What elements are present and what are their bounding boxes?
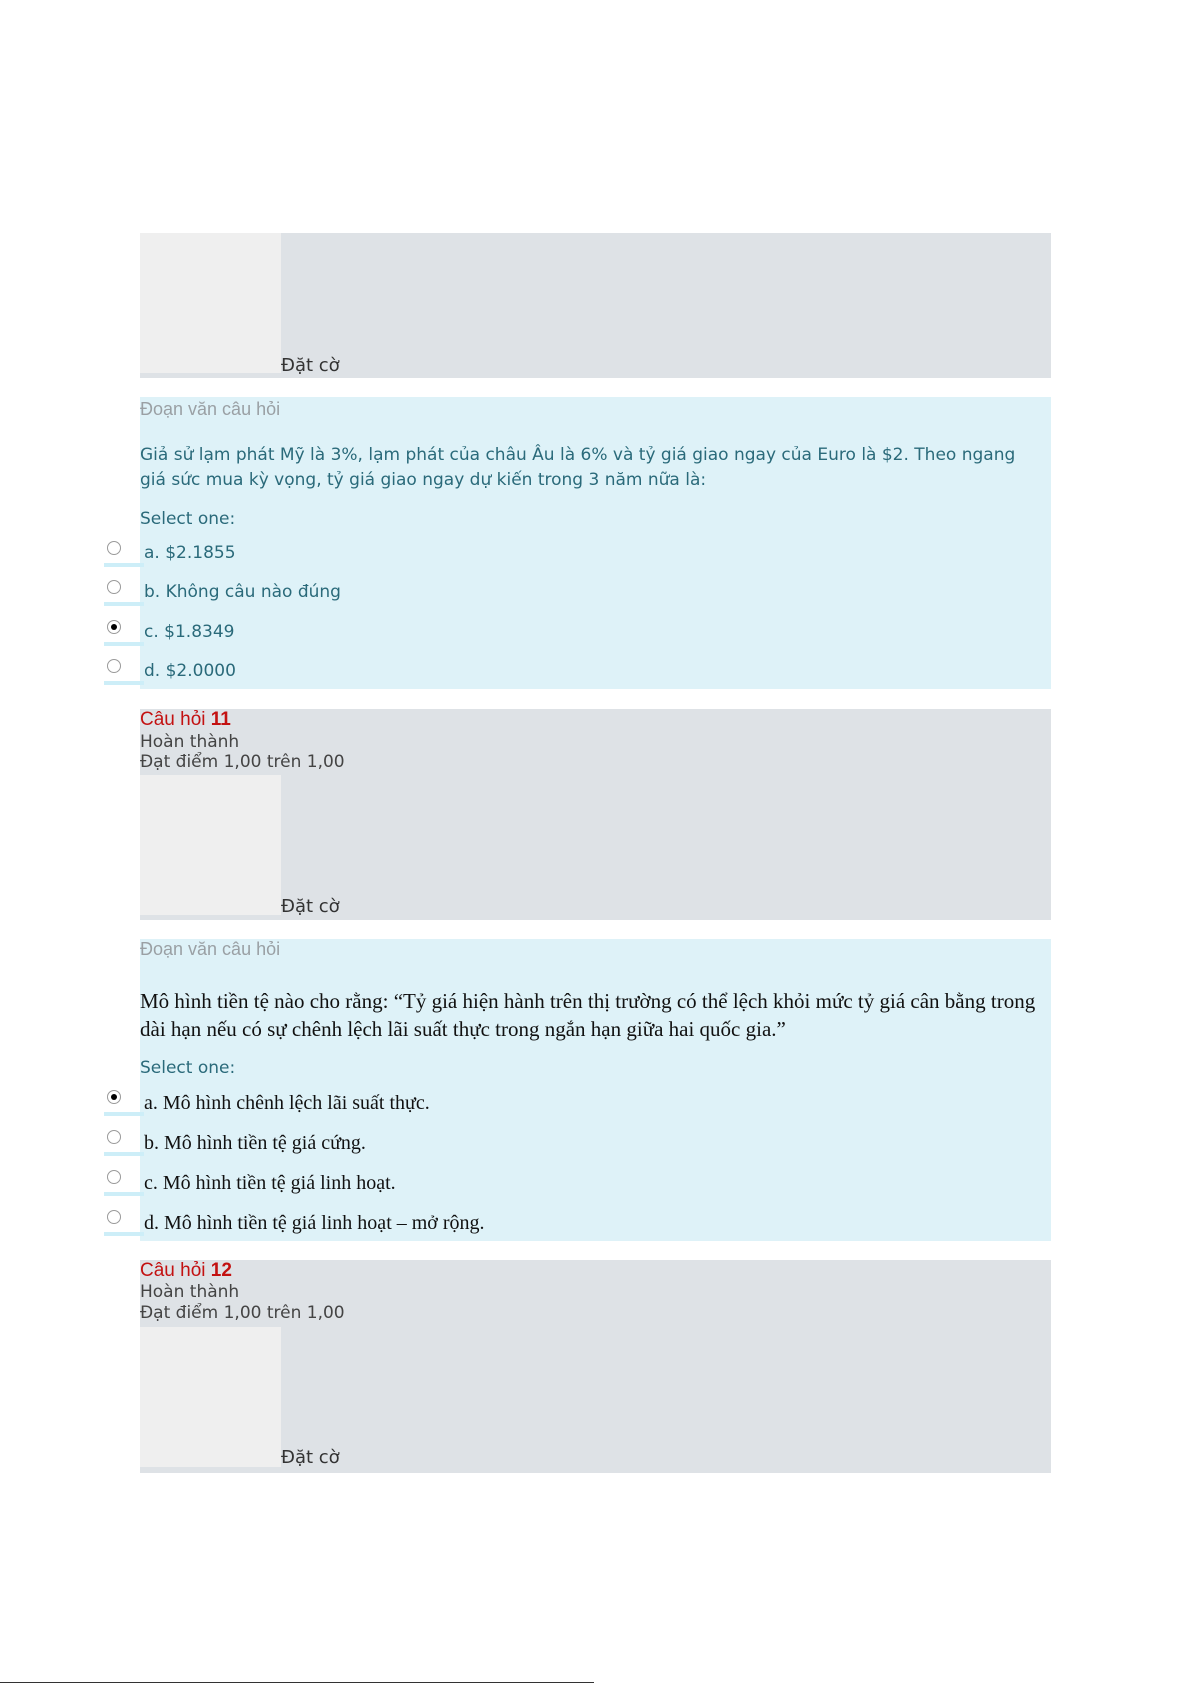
- answer-option[interactable]: [104, 1210, 504, 1240]
- radio-underline: [104, 563, 144, 567]
- flag-question-link[interactable]: Đặt cờ: [281, 896, 340, 917]
- question-info-side-panel: [140, 233, 281, 373]
- answer-option-label: a. $2.1855: [144, 543, 236, 563]
- question-info-block: [140, 233, 1051, 378]
- radio-underline: [104, 681, 144, 685]
- question-text: Mô hình tiền tệ nào cho rằng: “Tỷ giá hiện hành trên thị trường có thể lệch khỏi mức tỷ giá cân bằng trong dài hạn nếu có sự chênh lệch lãi suất thực trong ngắn hạn giữa hai quốc gia.”: [140, 989, 1036, 1041]
- question-info-block: [140, 1260, 1051, 1473]
- question-number-value: 11: [210, 709, 231, 730]
- question-text: Giả sử lạm phát Mỹ là 3%, lạm phát của châu Âu là 6% và tỷ giá giao ngay của Euro là $2. Theo ngang giá sức mua kỳ vọng, tỷ giá giao ngay dự kiến trong 3 năm nữa là:: [140, 445, 1016, 490]
- radio-underline: [104, 642, 144, 646]
- answer-option[interactable]: [104, 580, 504, 610]
- footer-divider: [0, 1682, 594, 1683]
- radio-button-selected[interactable]: [107, 620, 121, 634]
- radio-button[interactable]: [107, 1170, 121, 1184]
- radio-button[interactable]: [107, 659, 121, 673]
- answer-option[interactable]: [104, 659, 504, 689]
- answer-option-label: b. Mô hình tiền tệ giá cứng.: [144, 1132, 366, 1154]
- question-state: Hoàn thành: [140, 1282, 240, 1302]
- answer-option[interactable]: [104, 1130, 504, 1160]
- select-one-label: Select one:: [140, 509, 236, 529]
- radio-button[interactable]: [107, 541, 121, 555]
- radio-underline: [104, 1232, 144, 1236]
- radio-button[interactable]: [107, 580, 121, 594]
- radio-button-selected[interactable]: [107, 1090, 121, 1104]
- question-state: Hoàn thành: [140, 732, 240, 752]
- question-info-block: [140, 709, 1051, 920]
- answer-option[interactable]: [104, 1090, 504, 1120]
- flag-question-link[interactable]: Đặt cờ: [281, 1447, 340, 1468]
- question-prefix: Câu hỏi: [140, 1260, 211, 1281]
- answer-option-label: b. Không câu nào đúng: [144, 582, 341, 602]
- question-number-value: 12: [210, 1260, 232, 1281]
- question-number: [140, 1260, 232, 1282]
- answer-option[interactable]: [104, 620, 504, 650]
- question-info-side-panel: [140, 775, 281, 915]
- question-number: [140, 709, 231, 731]
- answer-option-label: d. Mô hình tiền tệ giá linh hoạt – mở rộng.: [144, 1212, 485, 1234]
- answer-option[interactable]: [104, 541, 504, 571]
- radio-underline: [104, 1152, 144, 1156]
- question-text-label: Đoạn văn câu hỏi: [140, 939, 281, 959]
- question-grade: Đạt điểm 1,00 trên 1,00: [140, 1303, 345, 1323]
- question-grade: Đạt điểm 1,00 trên 1,00: [140, 752, 345, 772]
- answer-option-label: d. $2.0000: [144, 661, 236, 681]
- answer-option[interactable]: [104, 1170, 504, 1200]
- question-prefix: Câu hỏi: [140, 709, 211, 730]
- question-info-side-panel: [140, 1327, 281, 1467]
- flag-question-link[interactable]: Đặt cờ: [281, 355, 340, 376]
- radio-underline: [104, 602, 144, 606]
- radio-underline: [104, 1112, 144, 1116]
- radio-button[interactable]: [107, 1130, 121, 1144]
- answer-option-label: a. Mô hình chênh lệch lãi suất thực.: [144, 1092, 430, 1114]
- select-one-label: Select one:: [140, 1058, 236, 1078]
- radio-underline: [104, 1192, 144, 1196]
- question-text-label: Đoạn văn câu hỏi: [140, 399, 281, 419]
- answer-option-label: c. $1.8349: [144, 622, 235, 642]
- answer-option-label: c. Mô hình tiền tệ giá linh hoạt.: [144, 1172, 396, 1194]
- radio-button[interactable]: [107, 1210, 121, 1224]
